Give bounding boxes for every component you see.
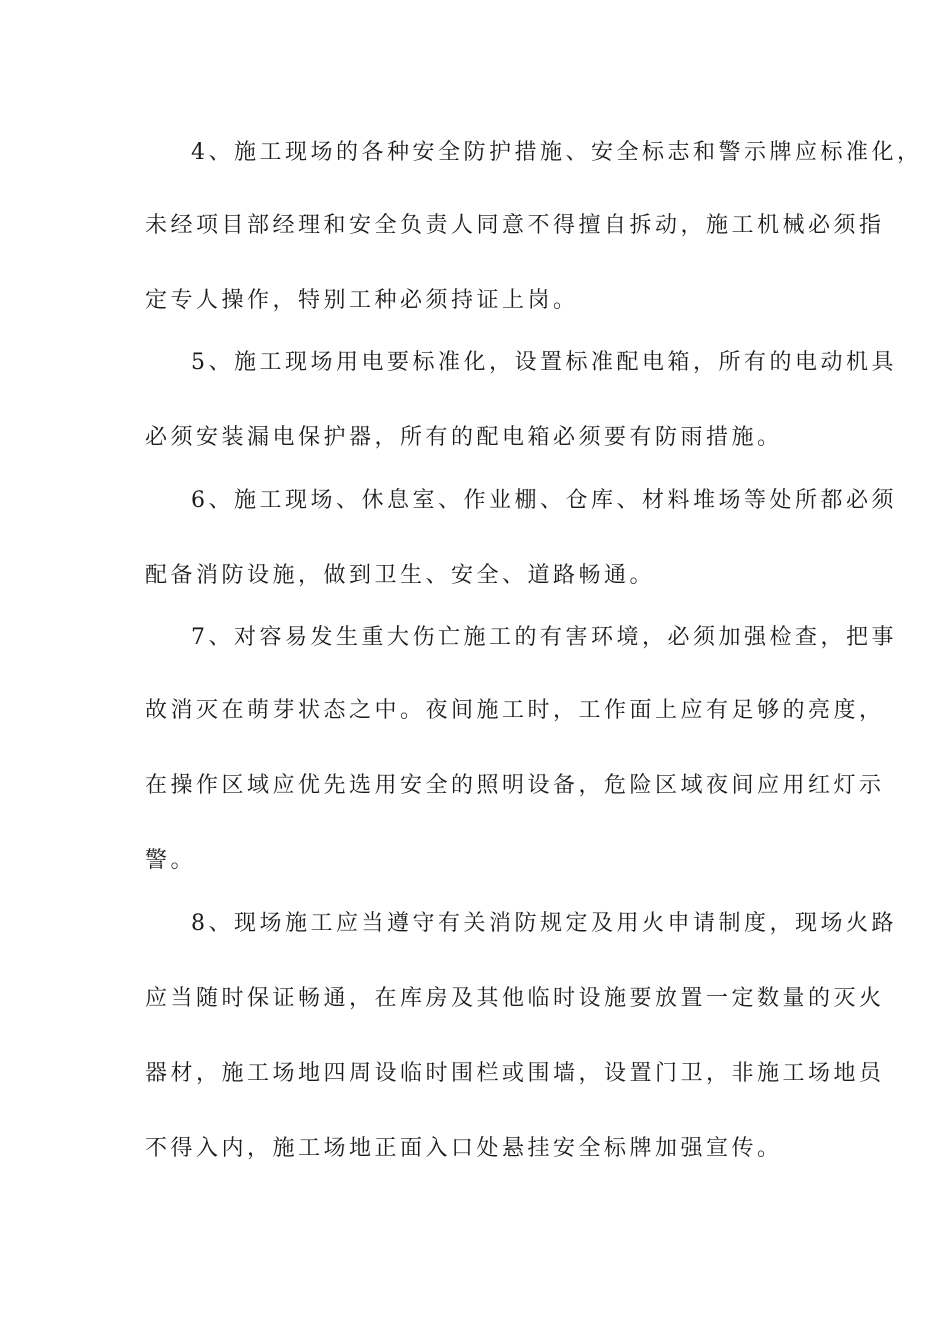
paragraph-line: 5、施工现场用电要标准化，设置标准配电箱，所有的电动机具 xyxy=(191,350,897,375)
paragraph-line: 定专人操作，特别工种必须持证上岗。 xyxy=(145,288,579,313)
paragraph-line: 未经项目部经理和安全负责人同意不得擅自拆动，施工机械必须指 xyxy=(145,213,885,238)
paragraph-line: 警。 xyxy=(145,848,197,873)
paragraph-line: 配备消防设施，做到卫生、安全、道路畅通。 xyxy=(145,563,656,588)
paragraph-line: 不得入内，施工场地正面入口处悬挂安全标牌加强宣传。 xyxy=(145,1136,783,1161)
paragraph-line: 应当随时保证畅通，在库房及其他临时设施要放置一定数量的灭火 xyxy=(145,986,885,1011)
paragraph-line: 器材，施工场地四周设临时围栏或围墙，设置门卫，非施工场地员 xyxy=(145,1061,885,1086)
paragraph-line: 8、现场施工应当遵守有关消防规定及用火申请制度，现场火路 xyxy=(191,911,897,936)
paragraph-line: 7、对容易发生重大伤亡施工的有害环境，必须加强检查，把事 xyxy=(191,625,897,650)
paragraph-line: 故消灭在萌芽状态之中。夜间施工时，工作面上应有足够的亮度， xyxy=(145,698,885,723)
paragraph-line: 6、施工现场、休息室、作业棚、仓库、材料堆场等处所都必须 xyxy=(191,488,897,513)
paragraph-line: 必须安装漏电保护器，所有的配电箱必须要有防雨措施。 xyxy=(145,425,783,450)
paragraph-line: 在操作区域应优先选用安全的照明设备，危险区域夜间应用红灯示 xyxy=(145,773,885,798)
paragraph-line: 4、施工现场的各种安全防护措施、安全标志和警示牌应标准化， xyxy=(191,140,923,165)
